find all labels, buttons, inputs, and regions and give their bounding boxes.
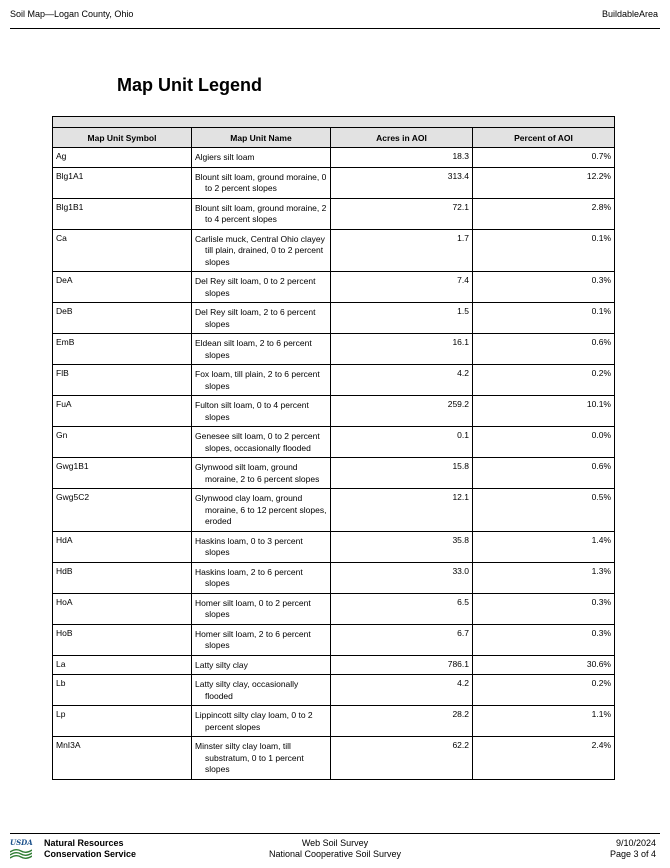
date-page-block [610, 838, 656, 860]
table-row [53, 531, 615, 562]
header-rule [10, 28, 660, 29]
table-row [53, 167, 615, 198]
cell-name: Algiers silt loam [192, 148, 331, 168]
column-header-name: Map Unit Name [192, 128, 331, 148]
cell-symbol: HdA [53, 531, 192, 562]
cell-name: Del Rey silt loam, 2 to 6 percent slopes [192, 303, 331, 334]
table-row [53, 229, 615, 272]
column-header-symbol: Map Unit Symbol [53, 128, 192, 148]
cell-percent: 0.3% [473, 624, 615, 655]
table-row [53, 593, 615, 624]
cell-acres: 259.2 [331, 396, 473, 427]
cell-acres: 7.4 [331, 272, 473, 303]
cell-percent: 0.1% [473, 303, 615, 334]
cell-acres: 0.1 [331, 427, 473, 458]
cell-percent: 0.1% [473, 229, 615, 272]
cell-symbol: Gn [53, 427, 192, 458]
cell-name: Carlisle muck, Central Ohio clayey till plain, drained, 0 to 2 percent slopes [192, 229, 331, 272]
cell-symbol: FuA [53, 396, 192, 427]
cell-percent: 0.6% [473, 458, 615, 489]
page-title: Map Unit Legend [117, 75, 262, 95]
cell-name: Blount silt loam, ground moraine, 2 to 4 percent slopes [192, 198, 331, 229]
survey-name [0, 838, 670, 860]
table-row [53, 458, 615, 489]
cell-name: Latty silty clay, occasionally flooded [192, 675, 331, 706]
cell-acres: 1.5 [331, 303, 473, 334]
cell-acres: 6.7 [331, 624, 473, 655]
table-header-row [53, 128, 615, 148]
cell-name: Blount silt loam, ground moraine, 0 to 2 percent slopes [192, 167, 331, 198]
table-row [53, 675, 615, 706]
cell-acres: 35.8 [331, 531, 473, 562]
cell-percent: 1.4% [473, 531, 615, 562]
cell-percent: 1.3% [473, 562, 615, 593]
cell-symbol: EmB [53, 334, 192, 365]
cell-symbol: DeA [53, 272, 192, 303]
table-row [53, 272, 615, 303]
cell-acres: 16.1 [331, 334, 473, 365]
cell-name: Latty silty clay [192, 655, 331, 675]
column-header-percent: Percent of AOI [473, 128, 615, 148]
agency-line-1: Natural Resources [44, 838, 124, 848]
cell-symbol: HoB [53, 624, 192, 655]
usda-logo-text: USDA [10, 838, 33, 847]
cell-percent: 0.2% [473, 365, 615, 396]
cell-symbol: Blg1B1 [53, 198, 192, 229]
map-unit-legend-table [52, 116, 615, 780]
cell-symbol: La [53, 655, 192, 675]
table-row [53, 624, 615, 655]
table-row [53, 655, 615, 675]
cell-symbol: HoA [53, 593, 192, 624]
cell-name: Glynwood clay loam, ground moraine, 6 to 12 percent slopes, eroded [192, 489, 331, 532]
cell-name: Glynwood silt loam, ground moraine, 2 to 6 percent slopes [192, 458, 331, 489]
cell-name: Fulton silt loam, 0 to 4 percent slopes [192, 396, 331, 427]
table-row [53, 365, 615, 396]
cell-percent: 0.7% [473, 148, 615, 168]
table-row [53, 737, 615, 780]
cell-symbol: Gwg1B1 [53, 458, 192, 489]
survey-line-2: National Cooperative Soil Survey [268, 849, 402, 859]
cell-percent: 10.1% [473, 396, 615, 427]
cell-acres: 313.4 [331, 167, 473, 198]
cell-acres: 786.1 [331, 655, 473, 675]
cell-name: Genesee silt loam, 0 to 2 percent slopes, occasionally flooded [192, 427, 331, 458]
survey-line-1: Web Soil Survey [301, 838, 369, 848]
table-row [53, 303, 615, 334]
cell-name: Del Rey silt loam, 0 to 2 percent slopes [192, 272, 331, 303]
cell-percent: 0.0% [473, 427, 615, 458]
cell-percent: 0.3% [473, 272, 615, 303]
table-row [53, 148, 615, 168]
cell-percent: 0.5% [473, 489, 615, 532]
cell-name: Minster silty clay loam, till substratum, 0 to 1 percent slopes [192, 737, 331, 780]
cell-acres: 6.5 [331, 593, 473, 624]
cell-percent: 2.8% [473, 198, 615, 229]
cell-symbol: Ca [53, 229, 192, 272]
cell-percent: 0.2% [473, 675, 615, 706]
table-row [53, 198, 615, 229]
cell-symbol: MnI3A [53, 737, 192, 780]
cell-symbol: HdB [53, 562, 192, 593]
cell-symbol: Lb [53, 675, 192, 706]
cell-name: Eldean silt loam, 2 to 6 percent slopes [192, 334, 331, 365]
cell-acres: 28.2 [331, 706, 473, 737]
print-date: 9/10/2024 [615, 838, 656, 848]
cell-percent: 2.4% [473, 737, 615, 780]
cell-symbol: DeB [53, 303, 192, 334]
cell-acres: 18.3 [331, 148, 473, 168]
table-row [53, 427, 615, 458]
cell-symbol: FlB [53, 365, 192, 396]
table-top-band [53, 117, 615, 128]
cell-acres: 15.8 [331, 458, 473, 489]
column-header-acres: Acres in AOI [331, 128, 473, 148]
cell-percent: 1.1% [473, 706, 615, 737]
table-row [53, 489, 615, 532]
cell-name: Fox loam, till plain, 2 to 6 percent slopes [192, 365, 331, 396]
cell-acres: 62.2 [331, 737, 473, 780]
table-row [53, 334, 615, 365]
footer-rule [10, 833, 660, 834]
header-area-name: BuildableArea [601, 9, 658, 19]
cell-symbol: Blg1A1 [53, 167, 192, 198]
cell-percent: 0.3% [473, 593, 615, 624]
cell-symbol: Gwg5C2 [53, 489, 192, 532]
table-row [53, 562, 615, 593]
cell-acres: 12.1 [331, 489, 473, 532]
cell-name: Lippincott silty clay loam, 0 to 2 percent slopes [192, 706, 331, 737]
cell-percent: 12.2% [473, 167, 615, 198]
cell-name: Homer silt loam, 0 to 2 percent slopes [192, 593, 331, 624]
cell-percent: 0.6% [473, 334, 615, 365]
cell-symbol: Lp [53, 706, 192, 737]
cell-name: Haskins loam, 0 to 3 percent slopes [192, 531, 331, 562]
cell-acres: 33.0 [331, 562, 473, 593]
cell-acres: 1.7 [331, 229, 473, 272]
table-row [53, 396, 615, 427]
cell-acres: 72.1 [331, 198, 473, 229]
cell-name: Homer silt loam, 2 to 6 percent slopes [192, 624, 331, 655]
header-title: Soil Map—Logan County, Ohio [10, 9, 134, 19]
cell-symbol: Ag [53, 148, 192, 168]
table-body [53, 148, 615, 780]
cell-percent: 30.6% [473, 655, 615, 675]
cell-name: Haskins loam, 2 to 6 percent slopes [192, 562, 331, 593]
agency-line-2: Conservation Service [44, 849, 137, 859]
page-number: Page 3 of 4 [609, 849, 656, 859]
table-row [53, 706, 615, 737]
cell-acres: 4.2 [331, 365, 473, 396]
cell-acres: 4.2 [331, 675, 473, 706]
page-header [10, 9, 660, 23]
